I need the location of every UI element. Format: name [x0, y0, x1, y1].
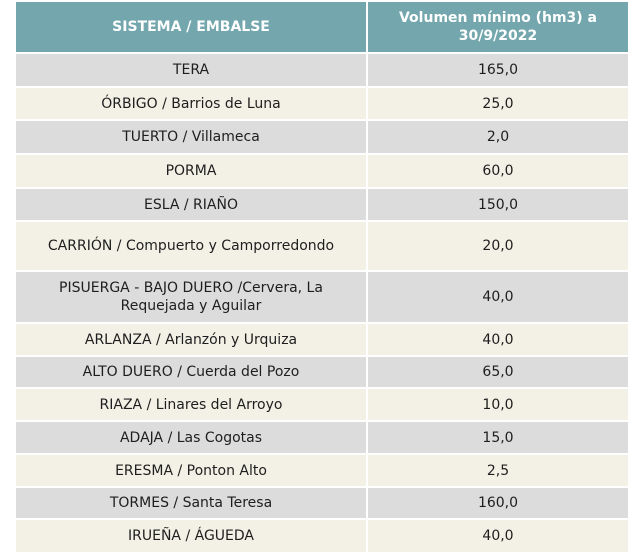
table-row: [16, 356, 628, 388]
cell-volumen: 65,0: [367, 356, 628, 388]
cell-volumen: 25,0: [367, 87, 628, 120]
cell-sistema: ERESMA / Ponton Alto: [16, 454, 367, 487]
cell-sistema: ALTO DUERO / Cuerda del Pozo: [16, 356, 367, 388]
cell-volumen: 40,0: [367, 271, 628, 323]
table-row: [16, 454, 628, 487]
cell-sistema: ÓRBIGO / Barrios de Luna: [16, 87, 367, 120]
table-row: [16, 487, 628, 519]
cell-volumen: 40,0: [367, 519, 628, 552]
cell-volumen: 20,0: [367, 221, 628, 271]
cell-sistema: IRUEÑA / ÁGUEDA: [16, 519, 367, 552]
reservoir-table: [16, 2, 628, 552]
table-row: [16, 388, 628, 421]
table-row: [16, 120, 628, 154]
cell-sistema: PORMA: [16, 154, 367, 188]
cell-volumen: 15,0: [367, 421, 628, 454]
cell-volumen: 10,0: [367, 388, 628, 421]
cell-volumen: 165,0: [367, 53, 628, 87]
table-row: [16, 221, 628, 271]
cell-sistema: CARRIÓN / Compuerto y Camporredondo: [16, 221, 367, 271]
cell-sistema: ESLA / RIAÑO: [16, 188, 367, 221]
table-row: [16, 87, 628, 120]
table-row: [16, 323, 628, 356]
table-header-row: [16, 2, 628, 53]
cell-volumen: 2,5: [367, 454, 628, 487]
table-row: [16, 188, 628, 221]
table-row: [16, 421, 628, 454]
cell-sistema: TORMES / Santa Teresa: [16, 487, 367, 519]
cell-sistema: PISUERGA - BAJO DUERO /Cervera, La Requejada y Aguilar: [16, 271, 367, 323]
cell-volumen: 160,0: [367, 487, 628, 519]
table-row: [16, 519, 628, 552]
cell-volumen: 60,0: [367, 154, 628, 188]
cell-volumen: 150,0: [367, 188, 628, 221]
cell-sistema: TERA: [16, 53, 367, 87]
cell-sistema: ARLANZA / Arlanzón y Urquiza: [16, 323, 367, 356]
cell-sistema: RIAZA / Linares del Arroyo: [16, 388, 367, 421]
table-row: [16, 53, 628, 87]
header-sistema: SISTEMA / EMBALSE: [16, 2, 367, 53]
cell-sistema: TUERTO / Villameca: [16, 120, 367, 154]
cell-volumen: 40,0: [367, 323, 628, 356]
cell-volumen: 2,0: [367, 120, 628, 154]
header-volumen: Volumen mínimo (hm3) a 30/9/2022: [367, 2, 628, 53]
cell-sistema: ADAJA / Las Cogotas: [16, 421, 367, 454]
table-row: [16, 154, 628, 188]
table-row: [16, 271, 628, 323]
